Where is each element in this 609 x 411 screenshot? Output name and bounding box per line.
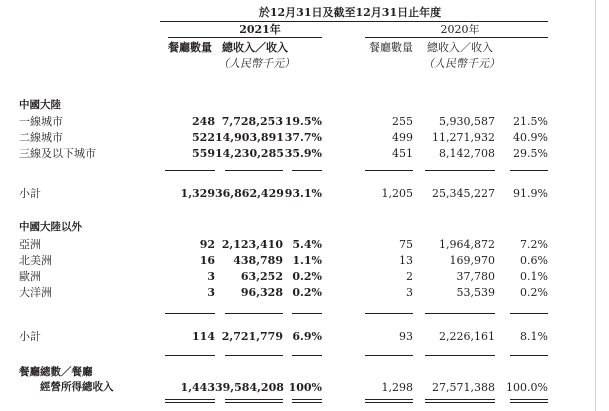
section-mainland-title: 中國大陸 (19, 99, 61, 111)
cell-percent-2020: 8.1% (520, 330, 548, 343)
cell-revenue-2020: 27,571,388 (432, 381, 495, 394)
row-label: 三線及以下城市 (19, 147, 96, 160)
year-2020-rule (365, 37, 548, 38)
cell-count-2021: 3 (207, 286, 215, 299)
rule-total-b-count21 (165, 402, 215, 403)
cell-count-2021: 1,443 (180, 381, 215, 394)
cell-count-2020: 1,205 (381, 187, 413, 200)
cell-count-2020: 255 (392, 115, 413, 128)
rule-sub1-count20 (365, 170, 413, 171)
rule-total-b-pct21 (292, 402, 322, 403)
rule-sub2-rev21 (225, 313, 283, 314)
rule-total-b-count20 (365, 402, 413, 403)
section-outside-title: 中國大陸以外 (19, 221, 82, 233)
cell-percent-2021: 19.5% (284, 115, 322, 128)
cell-revenue-2020: 8,142,708 (439, 147, 495, 160)
rule-sub2-pct21 (292, 313, 322, 314)
cell-count-2021: 92 (199, 238, 215, 251)
rule-sub3-pct21 (292, 355, 322, 356)
rule-sub1-rev21 (225, 170, 283, 171)
header-rule (160, 21, 548, 22)
rule-sub2-pct20 (510, 313, 548, 314)
cell-count-2021: 1,329 (180, 187, 215, 200)
cell-revenue-2021: 39,584,208 (215, 381, 284, 394)
cell-revenue-2021: 36,862,429 (215, 187, 284, 200)
row-label: 一線城市 (19, 115, 63, 128)
cell-revenue-2021: 2,721,779 (221, 330, 283, 343)
cell-revenue-2020: 53,539 (456, 286, 495, 299)
cell-count-2020: 3 (406, 286, 413, 299)
row-label: 二線城市 (19, 131, 63, 144)
rule-sub2-count20 (365, 313, 413, 314)
col-revenue-2020: 總收入／收入 (427, 41, 493, 54)
page-edge (595, 0, 596, 411)
cell-revenue-2021: 2,123,410 (221, 238, 283, 251)
cell-percent-2020: 0.1% (520, 270, 548, 283)
cell-count-2021: 559 (192, 147, 215, 160)
year-2021-rule (168, 37, 322, 38)
period-header: 於12月31日及截至12月31日止年度 (258, 6, 442, 19)
cell-percent-2020: 40.9% (513, 131, 548, 144)
cell-percent-2020: 100.0% (506, 381, 548, 394)
rule-sub1-pct21 (292, 170, 322, 171)
cell-count-2020: 75 (399, 238, 413, 251)
cell-revenue-2021: 96,328 (240, 286, 283, 299)
rule-sub3-rev20 (425, 355, 495, 356)
rule-total-a-count20 (365, 399, 413, 400)
row-label: 北美洲 (19, 254, 52, 267)
cell-percent-2021: 35.9% (284, 147, 322, 160)
cell-percent-2021: 0.2% (292, 286, 322, 299)
rule-total-a-rev21 (225, 399, 283, 400)
cell-percent-2021: 1.1% (292, 254, 322, 267)
cell-revenue-2021: 14,230,285 (215, 147, 284, 160)
cell-percent-2021: 37.7% (284, 131, 322, 144)
cell-percent-2020: 21.5% (513, 115, 548, 128)
cell-count-2021: 16 (199, 254, 215, 267)
rule-sub1-count21 (165, 170, 215, 171)
rule-sub2-rev20 (425, 313, 495, 314)
cell-percent-2020: 7.2% (520, 238, 548, 251)
cell-count-2020: 499 (392, 131, 413, 144)
col-count-2020: 餐廳數量 (369, 41, 413, 54)
year-2021-header: 2021年 (239, 23, 281, 36)
rule-sub3-count20 (365, 355, 413, 356)
rule-total-a-rev20 (425, 399, 495, 400)
cell-revenue-2021: 438,789 (233, 254, 283, 267)
rule-sub3-count21 (165, 355, 215, 356)
cell-percent-2020: 0.6% (520, 254, 548, 267)
cell-revenue-2020: 2,226,161 (439, 330, 495, 343)
cell-revenue-2021: 7,728,253 (221, 115, 283, 128)
cell-revenue-2020: 169,970 (449, 254, 495, 267)
cell-percent-2021: 100% (288, 381, 322, 394)
col-count-2021: 餐廳數量 (168, 41, 212, 54)
rule-total-a-pct20 (510, 399, 548, 400)
rule-sub3-rev21 (225, 355, 283, 356)
cell-count-2020: 2 (406, 270, 413, 283)
rule-sub1-pct20 (510, 170, 548, 171)
cell-count-2020: 1,298 (381, 381, 413, 394)
row-label: 大洋洲 (19, 286, 52, 299)
col-revenue-2021: 總收入／收入 (222, 41, 288, 54)
cell-percent-2021: 93.1% (284, 187, 322, 200)
cell-revenue-2020: 5,930,587 (439, 115, 495, 128)
cell-revenue-2020: 25,345,227 (432, 187, 495, 200)
row-label: 歐洲 (19, 270, 41, 283)
rule-total-a-pct21 (292, 399, 322, 400)
section-total-title-line1: 餐廳總數／餐廳 (19, 366, 93, 378)
cell-count-2020: 451 (392, 147, 413, 160)
rule-total-b-pct20 (510, 402, 548, 403)
cell-revenue-2020: 11,271,932 (432, 131, 495, 144)
cell-count-2021: 248 (192, 115, 215, 128)
col-unit-2020: （人民幣千元） (423, 57, 500, 70)
cell-percent-2021: 0.2% (292, 270, 322, 283)
cell-percent-2021: 6.9% (292, 330, 322, 343)
col-unit-2021: （人民幣千元） (218, 57, 295, 70)
rule-sub1-rev20 (425, 170, 495, 171)
cell-revenue-2020: 1,964,872 (439, 238, 495, 251)
cell-count-2021: 522 (192, 131, 215, 144)
row-label: 小計 (19, 187, 41, 200)
cell-count-2020: 93 (399, 330, 413, 343)
cell-revenue-2020: 37,780 (456, 270, 495, 283)
cell-revenue-2021: 14,903,891 (215, 131, 284, 144)
rule-total-b-rev21 (225, 402, 283, 403)
cell-count-2020: 13 (399, 254, 413, 267)
rule-sub3-pct20 (510, 355, 548, 356)
rule-sub2-count21 (165, 313, 215, 314)
rule-total-b-rev20 (425, 402, 495, 403)
row-label: 小計 (19, 330, 41, 343)
cell-percent-2020: 0.2% (520, 286, 548, 299)
cell-revenue-2021: 63,252 (240, 270, 283, 283)
cell-count-2021: 114 (192, 330, 215, 343)
row-label: 亞洲 (19, 238, 41, 251)
year-2020-header: 2020年 (440, 23, 480, 36)
cell-percent-2020: 29.5% (513, 147, 548, 160)
cell-count-2021: 3 (207, 270, 215, 283)
rule-total-a-count21 (165, 399, 215, 400)
section-total-title-line2: 經營所得總收入 (40, 381, 114, 393)
cell-percent-2021: 5.4% (292, 238, 322, 251)
cell-percent-2020: 91.9% (513, 187, 548, 200)
